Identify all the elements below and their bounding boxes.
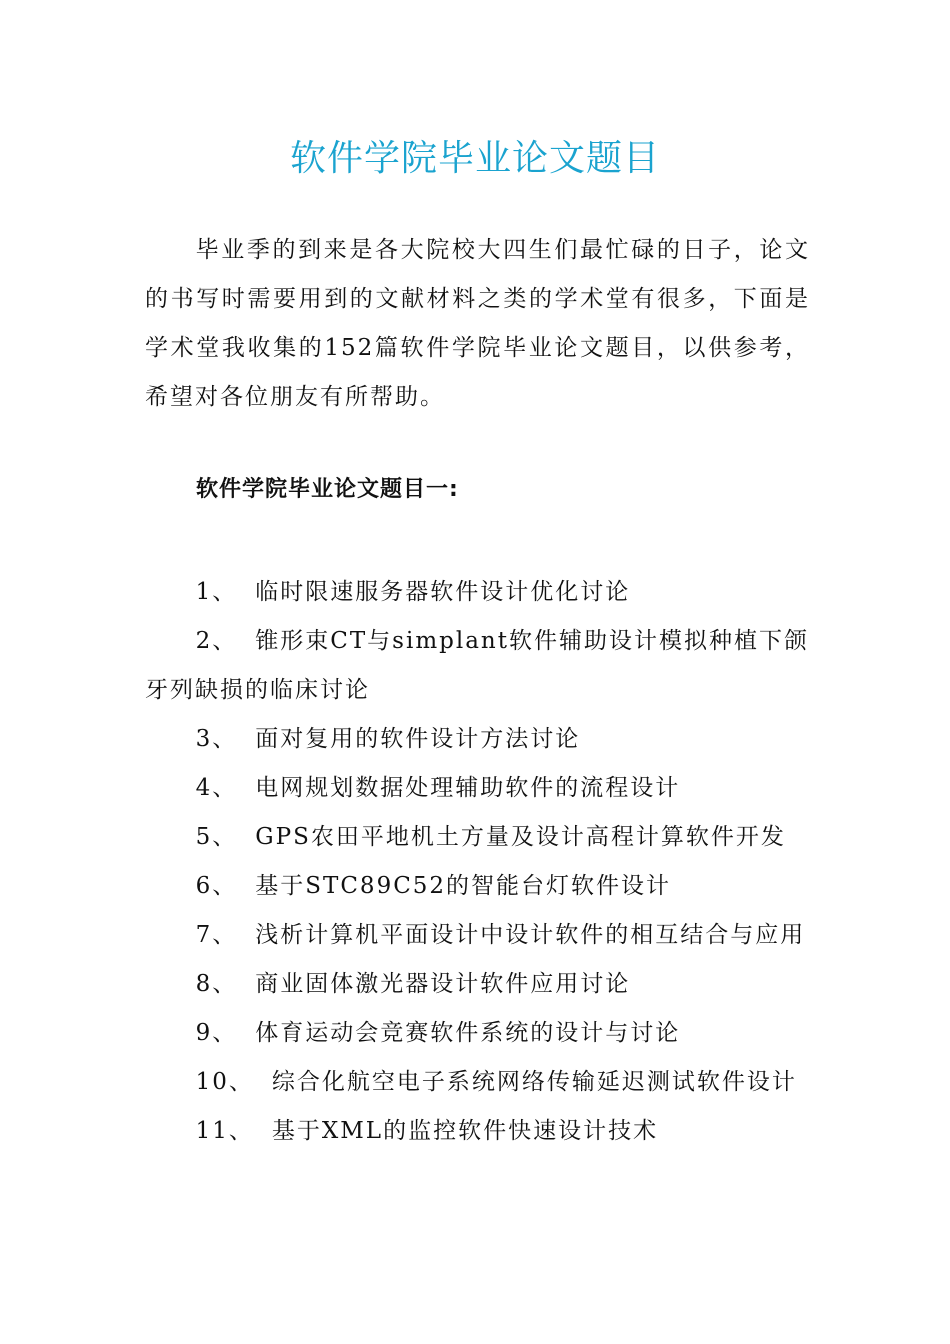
- list-item: [145, 1058, 810, 1107]
- item-text: 体育运动会竞赛软件系统的设计与讨论: [255, 1020, 681, 1046]
- document-title: 软件学院毕业论文题目: [289, 138, 660, 179]
- item-number: 9、: [195, 1020, 238, 1046]
- item-number: 5、: [195, 824, 238, 850]
- list-item: [145, 813, 810, 862]
- item-number: 6、: [195, 873, 238, 899]
- item-text: 基于XML的监控软件快速设计技术: [271, 1118, 659, 1144]
- list-item: [145, 568, 810, 617]
- item-text: 浅析计算机平面设计中设计软件的相互结合与应用: [255, 922, 806, 948]
- item-number: 3、: [195, 726, 238, 752]
- item-text: GPS农田平地机土方量及设计高程计算软件开发: [255, 824, 786, 850]
- item-text: 面对复用的软件设计方法讨论: [255, 726, 581, 752]
- list-item: [145, 960, 810, 1009]
- item-number: 7、: [195, 922, 238, 948]
- thesis-topic-list: [145, 568, 810, 1156]
- list-item: [145, 911, 810, 960]
- item-number: 11、: [195, 1118, 254, 1144]
- list-item: [145, 1009, 810, 1058]
- list-item: [145, 617, 810, 715]
- item-number: 2、: [195, 628, 238, 654]
- item-text: 商业固体激光器设计软件应用讨论: [255, 971, 631, 997]
- item-text: 临时限速服务器软件设计优化讨论: [255, 579, 631, 605]
- item-text: 基于STC89C52的智能台灯软件设计: [255, 873, 672, 899]
- list-item: [145, 715, 810, 764]
- list-item: [145, 862, 810, 911]
- item-text: 电网规划数据处理辅助软件的流程设计: [255, 775, 681, 801]
- item-number: 10、: [195, 1069, 254, 1095]
- list-item: [145, 1107, 810, 1156]
- item-text: 综合化航空电子系统网络传输延迟测试软件设计: [271, 1069, 797, 1095]
- item-number: 4、: [195, 775, 238, 801]
- item-number: 8、: [195, 971, 238, 997]
- intro-paragraph: 毕业季的到来是各大院校大四生们最忙碌的日子，论文的书写时需要用到的文献材料之类的学术堂有很多，下面是学术堂我收集的152篇软件学院毕业论文题目，以供参考，希望对各位朋友有所帮助。: [145, 237, 810, 410]
- section-heading: 软件学院毕业论文题目一:: [196, 477, 459, 502]
- item-text: 锥形束CT与simplant软件辅助设计模拟种植下颌牙列缺损的临床讨论: [145, 628, 809, 703]
- list-item: [145, 764, 810, 813]
- item-number: 1、: [195, 579, 238, 605]
